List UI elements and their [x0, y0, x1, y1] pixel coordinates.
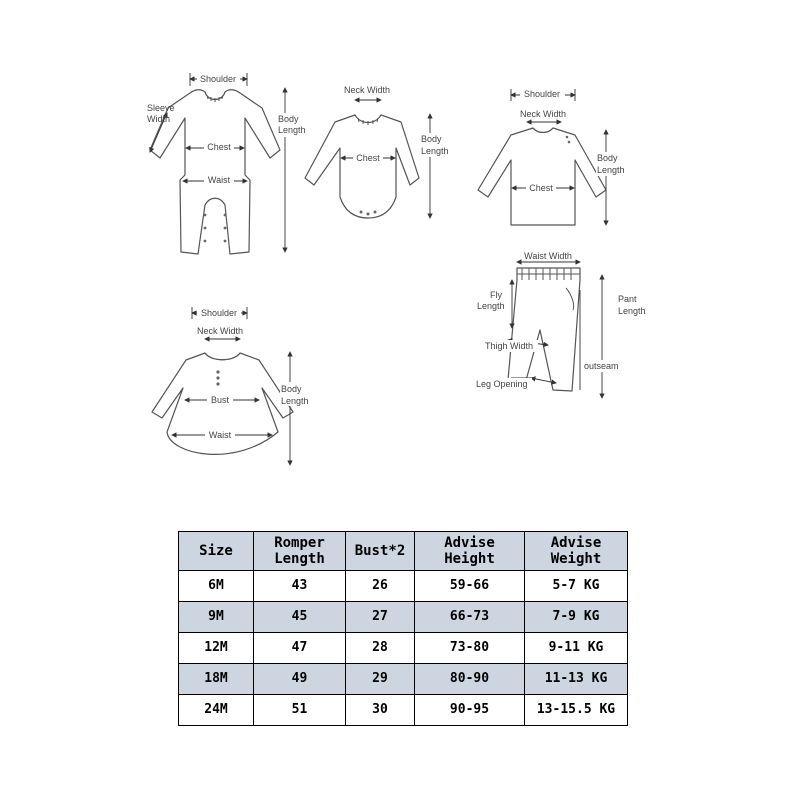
cell-romper-length: 45 — [254, 602, 346, 633]
romper-sleeve-label: Sleeve — [147, 103, 175, 113]
romper-body-label: Body — [278, 114, 299, 124]
pants-fly-length-label: Length — [477, 301, 505, 311]
dress-length-label: Length — [281, 396, 309, 406]
romper-length-label: Length — [278, 125, 306, 135]
cell-bust: 30 — [346, 695, 415, 726]
dress-neck-label: Neck Width — [196, 326, 244, 336]
cell-size: 24M — [179, 695, 254, 726]
cell-romper-length: 49 — [254, 664, 346, 695]
bodysuit-neck-label: Neck Width — [343, 85, 391, 95]
cell-size: 6M — [179, 571, 254, 602]
size-chart-table — [178, 531, 628, 726]
table-header-row — [179, 532, 628, 571]
cell-size: 9M — [179, 602, 254, 633]
cell-advise-height: 80-90 — [415, 664, 525, 695]
bodysuit-diagram — [305, 85, 454, 218]
pants-outseam-label: outseam — [584, 361, 619, 371]
romper-diagram — [147, 73, 306, 254]
pants-fly-label: Fly — [490, 290, 502, 300]
cell-romper-length: 43 — [254, 571, 346, 602]
cell-advise-height: 90-95 — [415, 695, 525, 726]
romper-sleeve-width-label: Width — [147, 114, 171, 124]
cell-size: 18M — [179, 664, 254, 695]
dress-bust-label: Bust — [210, 395, 230, 405]
dress-body-label: Body — [281, 384, 302, 394]
cell-romper-length: 47 — [254, 633, 346, 664]
header-romper-length: Romper Length — [254, 532, 346, 571]
table-row — [179, 664, 628, 695]
pants-diagram — [474, 251, 648, 398]
romper-waist-label: Waist — [207, 175, 231, 185]
pants-waist-width-label: Waist Width — [524, 251, 572, 261]
dress-diagram — [152, 307, 312, 465]
pants-pant-label: Pant — [618, 294, 637, 304]
header-advise-weight: Advise Weight — [525, 532, 628, 571]
top-chest-label: Chest — [529, 183, 553, 193]
top-shoulder-label: Shoulder — [523, 89, 561, 99]
table-row — [179, 633, 628, 664]
top-neck-label: Neck Width — [519, 109, 567, 119]
pants-pant-length-label: Length — [618, 306, 646, 316]
cell-advise-weight: 7-9 KG — [525, 602, 628, 633]
cell-bust: 26 — [346, 571, 415, 602]
table-row — [179, 571, 628, 602]
cell-size: 12M — [179, 633, 254, 664]
cell-advise-weight: 11-13 KG — [525, 664, 628, 695]
top-diagram — [478, 88, 626, 225]
cell-bust: 27 — [346, 602, 415, 633]
header-size: Size — [179, 532, 254, 571]
top-body-label: Body — [597, 153, 618, 163]
romper-shoulder-label: Shoulder — [199, 74, 237, 84]
cell-advise-weight: 13-15.5 KG — [525, 695, 628, 726]
bodysuit-length-label: Length — [421, 146, 449, 156]
table-row — [179, 602, 628, 633]
dress-shoulder-label: Shoulder — [200, 308, 238, 318]
cell-advise-height: 59-66 — [415, 571, 525, 602]
cell-bust: 28 — [346, 633, 415, 664]
cell-advise-height: 73-80 — [415, 633, 525, 664]
header-advise-height: Advise Height — [415, 532, 525, 571]
cell-advise-height: 66-73 — [415, 602, 525, 633]
bodysuit-body-label: Body — [421, 134, 442, 144]
cell-advise-weight: 5-7 KG — [525, 571, 628, 602]
pants-leg-opening-label: Leg Opening — [476, 379, 528, 389]
bodysuit-chest-label: Chest — [356, 153, 380, 163]
header-bust: Bust*2 — [346, 532, 415, 571]
cell-romper-length: 51 — [254, 695, 346, 726]
romper-chest-label: Chest — [207, 142, 231, 152]
cell-bust: 29 — [346, 664, 415, 695]
dress-waist-label: Waist — [208, 430, 232, 440]
table-row — [179, 695, 628, 726]
cell-advise-weight: 9-11 KG — [525, 633, 628, 664]
pants-thigh-width-label: Thigh Width — [485, 341, 534, 351]
top-length-label: Length — [597, 165, 625, 175]
